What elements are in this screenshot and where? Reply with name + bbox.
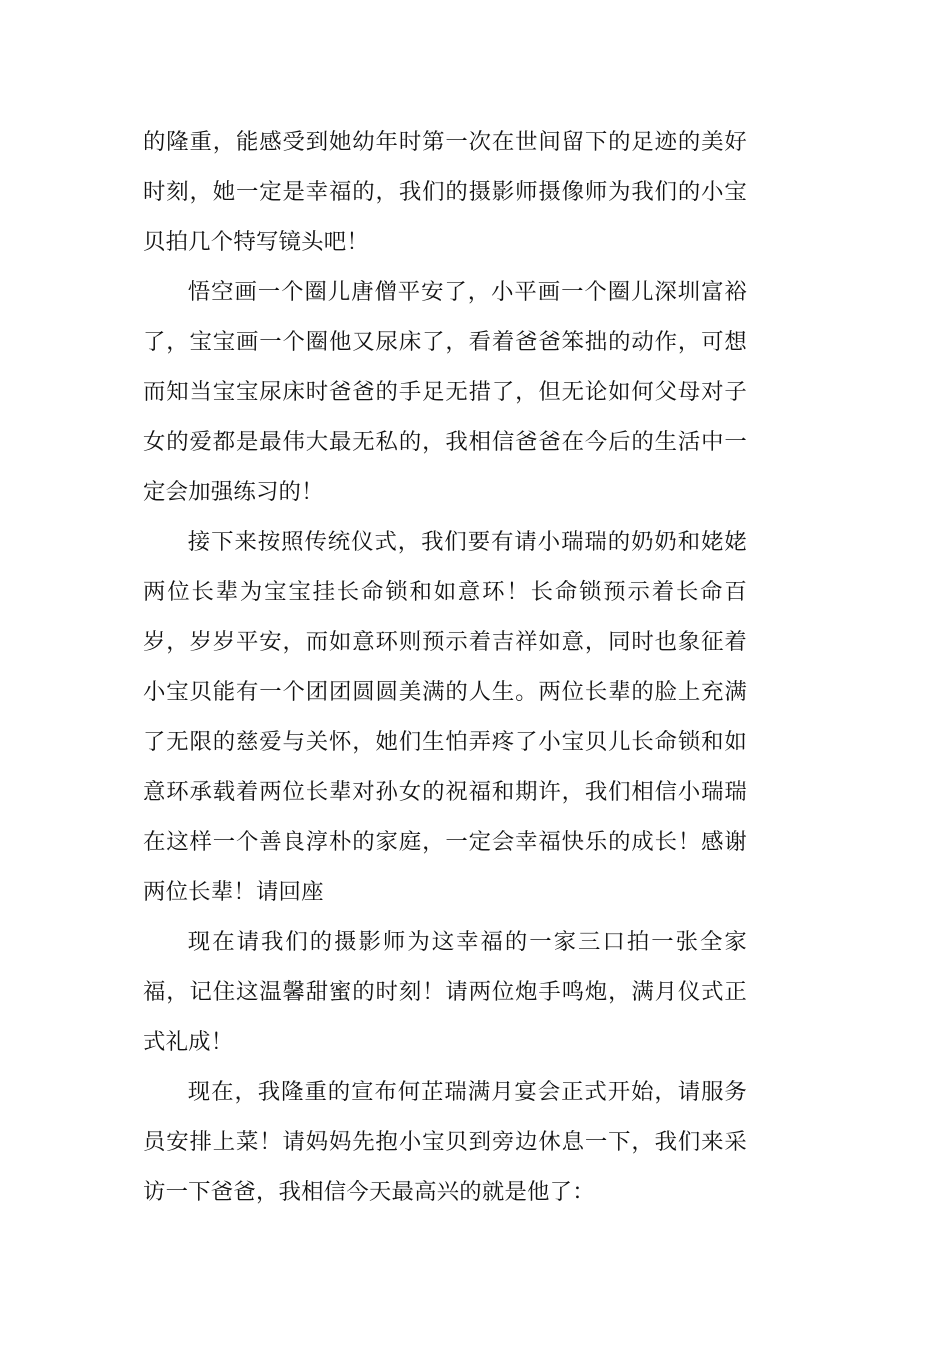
document-body bbox=[143, 117, 747, 1217]
paragraph: 现在请我们的摄影师为这幸福的一家三口拍一张全家福，记住这温馨甜蜜的时刻！请两位炮手鸣炮，满月仪式正式礼成！ bbox=[143, 929, 747, 1055]
paragraph: 悟空画一个圈儿唐僧平安了，小平画一个圈儿深圳富裕了，宝宝画一个圈他又尿床了，看着爸爸笨拙的动作，可想而知当宝宝尿床时爸爸的手足无措了，但无论如何父母对子女的爱都是最伟大最无私的，我相信爸爸在今后的生活中一定会加强练习的！ bbox=[143, 279, 747, 505]
paragraph: 现在，我隆重的宣布何芷瑞满月宴会正式开始，请服务员安排上菜！请妈妈先抱小宝贝到旁边休息一下，我们来采访一下爸爸，我相信今天最高兴的就是他了： bbox=[143, 1079, 747, 1205]
paragraph-continued: 的隆重，能感受到她幼年时第一次在世间留下的足迹的美好时刻，她一定是幸福的，我们的摄影师摄像师为我们的小宝贝拍几个特写镜头吧！ bbox=[143, 129, 747, 255]
paragraph: 接下来按照传统仪式，我们要有请小瑞瑞的奶奶和姥姥两位长辈为宝宝挂长命锁和如意环！长命锁预示着长命百岁，岁岁平安，而如意环则预示着吉祥如意，同时也象征着小宝贝能有一个团团圆圆美满的人生。两位长辈的脸上充满了无限的慈爱与关怀，她们生怕弄疼了小宝贝儿长命锁和如意环承载着两位长辈对孙女的祝福和期许，我们相信小瑞瑞在这样一个善良淳朴的家庭，一定会幸福快乐的成长！感谢两位长辈！请回座 bbox=[143, 529, 747, 905]
